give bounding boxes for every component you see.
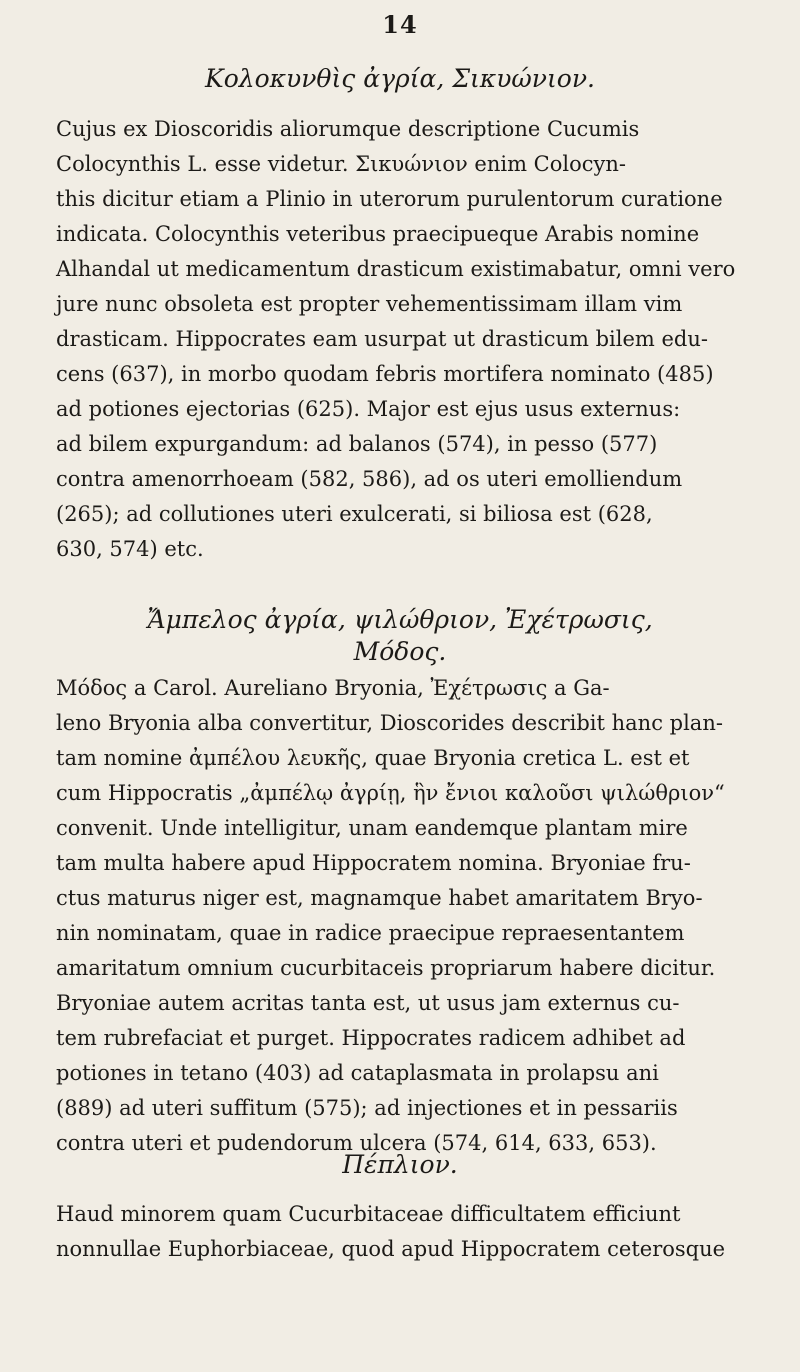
page-number: 14: [382, 10, 418, 39]
paragraph-colocynthis: Cujus ex Dioscoridis aliorumque descriptione Cucumis Colocynthis L. esse videtur. Σικυώνιον enim Colocyn- this dicitur etiam a Plinio in uterorum purulentorum curatione indicata. Colocynthis veteribus praecipueque Arabis nomine Alhandal ut medicamentum drasticum existimabatur, omni vero jure nunc obsoleta est propter vehementissimam illam vim drasticam. Hippocrates eam usurpat ut drasticum bilem edu- cens (637), in morbo quodam febris mortifera nominato (485) ad potiones ejectorias (625). Major est ejus usus externus: ad bilem expurgandum: ad balanos (574), in pesso (577) contra amenorrhoeam (582, 586), ad os uteri emolliendum (265); ad collutiones uteri exulcerati, si biliosa est (628, 630, 574) etc.: [56, 117, 736, 561]
section-heading-peplion: Πέπλιον.: [342, 1150, 458, 1179]
section-heading-colocynthis: Κολοκυνθὶς ἀγρία, Σικυώνιον.: [205, 64, 595, 93]
section-heading-ampelos-line2: Μόδος.: [353, 637, 447, 666]
paragraph-bryonia: Μόδος a Carol. Aureliano Bryonia, Ἐχέτρωσις a Ga- leno Bryonia alba convertitur, Dioscorides describit hanc plan- tam nomine ἀμπέλου λευκῆς, quae Bryonia cretica L. est et cum Hippocratis „ἀμπέλῳ ἀγρίῃ, ἣν ἔνιοι καλοῦσι ψιλώθριον“ convenit. Unde intelligitur, unam eandemque plantam mire tam multa habere apud Hippocratem nomina. Bryoniae fru- ctus maturus niger est, magnamque habet amaritatem Bryo- nin nominatam, quae in radice praecipue repraesentantem amaritatum omnium cucurbitaceis propriarum habere dicitur. Bryoniae autem acritas tanta est, ut usus jam externus cu- tem rubrefaciat et purget. Hippocrates radicem adhibet ad potiones in tetano (403) ad cataplasmata in prolapsu ani (889) ad uteri suffitum (575); ad injectiones et in pessariis contra uteri et pudendorum ulcera (574, 614, 633, 653).: [56, 676, 725, 1155]
section-heading-ampelos-line1: Ἄμπελος ἀγρία, ψιλώθριον, Ἐχέτρωσις,: [147, 605, 653, 634]
paragraph-euphorbiaceae: Haud minorem quam Cucurbitaceae difficultatem efficiunt nonnullae Euphorbiaceae, quod apud Hippocratem ceterosque: [56, 1202, 726, 1261]
